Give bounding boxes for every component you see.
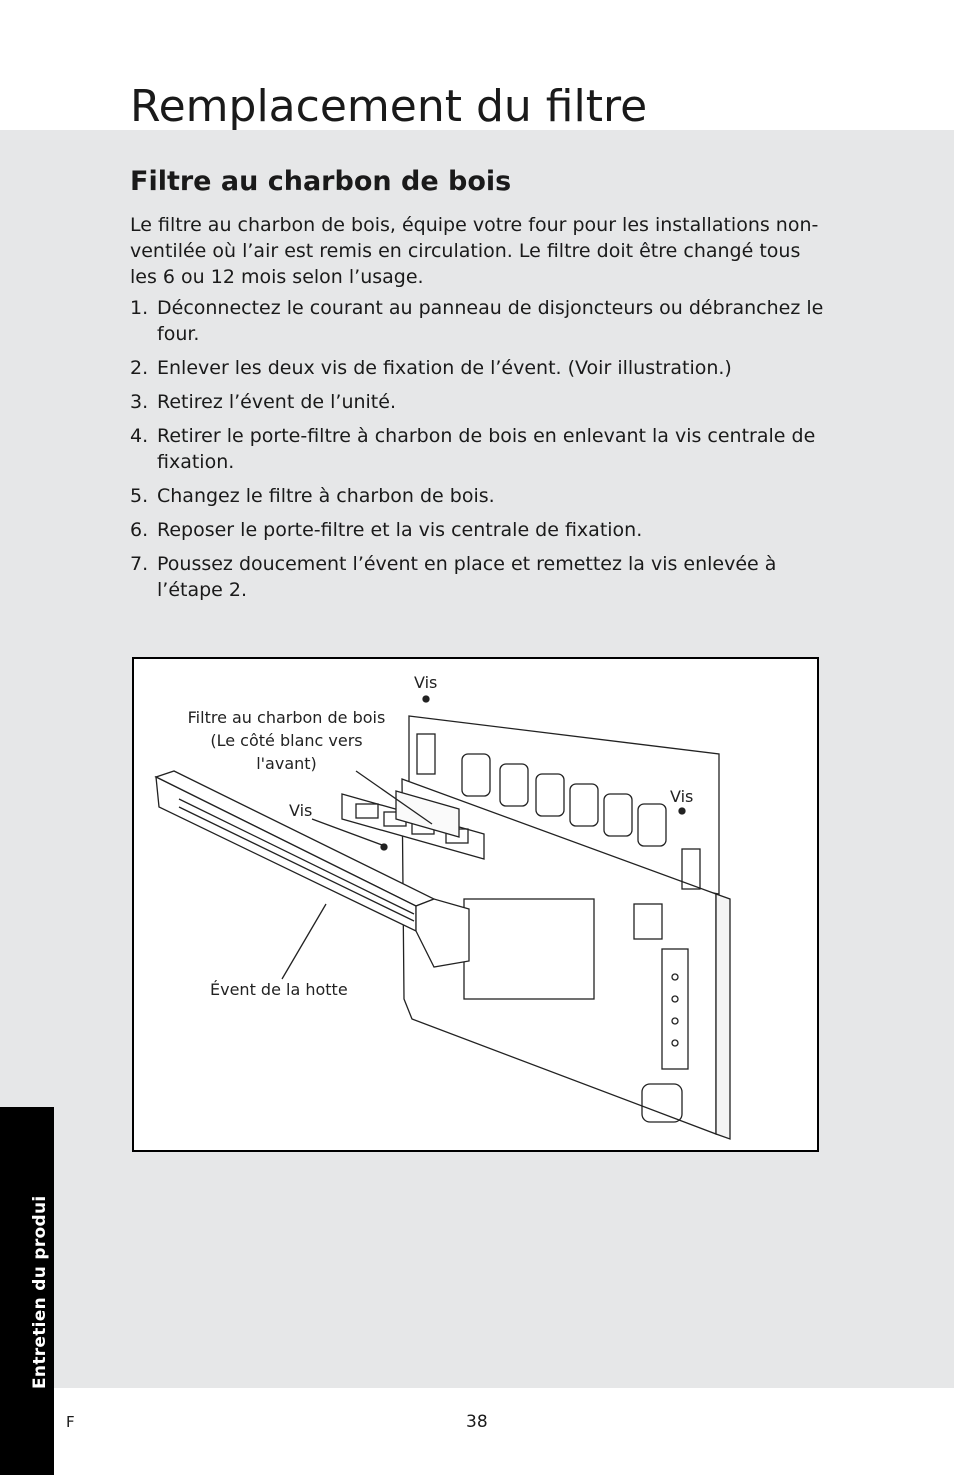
side-tab-label: Entretien du produi [30, 1195, 50, 1389]
step-item [130, 389, 830, 415]
step-number: 6. [130, 519, 149, 541]
footer-language-marker: F [66, 1413, 75, 1431]
vent-bar-top [156, 771, 434, 906]
step-item [130, 423, 830, 475]
step-text: Poussez doucement l’évent en place et remettez la vis enlevée à l’étape 2. [157, 553, 777, 601]
label-charcoal-filter: Filtre au charbon de bois (Le côté blanc vers l'avant) [187, 708, 386, 773]
filter-illustration [132, 657, 819, 1152]
screw-top [423, 696, 429, 702]
step-item [130, 355, 830, 381]
page-title: Remplacement du filtre [130, 81, 648, 132]
step-text: Retirez l’évent de l’unité. [157, 391, 396, 413]
step-text: Déconnectez le courant au panneau de disjoncteurs ou débranchez le four. [157, 297, 824, 345]
step-item [130, 551, 830, 603]
label-vis-right: Vis [670, 787, 694, 806]
step-number: 3. [130, 391, 149, 413]
step-number: 2. [130, 357, 149, 379]
hood-right-side [716, 894, 730, 1139]
step-text: Enlever les deux vis de fixation de l’évent. (Voir illustration.) [157, 357, 732, 379]
section-title: Filtre au charbon de bois [130, 166, 512, 197]
label-hood-vent: Évent de la hotte [210, 980, 348, 999]
vent-bar-front [156, 777, 416, 931]
label-vis-left: Vis [289, 801, 313, 820]
step-number: 4. [130, 425, 149, 447]
step-number: 5. [130, 485, 149, 507]
step-item [130, 295, 830, 347]
step-item [130, 517, 830, 543]
intro-paragraph: Le filtre au charbon de bois, équipe votre four pour les installations non-ventilée où l’air est remis en circulation. Le filtre doit être changé tous les 6 ou 12 mois selon l’usage. [130, 214, 819, 288]
step-text: Retirer le porte-filtre à charbon de bois en enlevant la vis centrale de fixation. [157, 425, 816, 473]
step-item [130, 483, 830, 509]
page-number: 38 [466, 1412, 488, 1432]
step-text: Changez le filtre à charbon de bois. [157, 485, 495, 507]
leader-vent [282, 904, 326, 979]
label-vis-top: Vis [414, 673, 438, 692]
steps-list [130, 295, 830, 611]
step-number: 1. [130, 297, 149, 319]
step-number: 7. [130, 553, 149, 575]
screw-right [679, 808, 685, 814]
step-text: Reposer le porte-filtre et la vis centrale de fixation. [157, 519, 643, 541]
